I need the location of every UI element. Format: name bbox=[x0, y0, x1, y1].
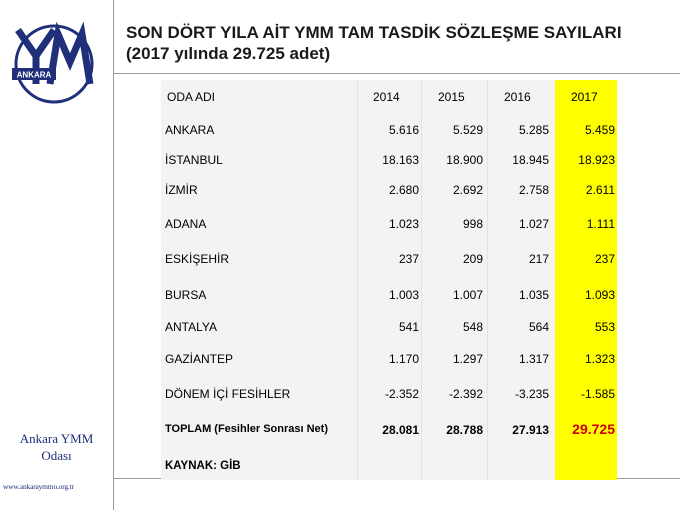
org-name-line1: Ankara YMM bbox=[19, 431, 94, 446]
value-2016: 1.317 bbox=[518, 352, 549, 366]
header-2017: 2017 bbox=[571, 90, 598, 104]
value-2014: 1.170 bbox=[388, 352, 419, 366]
row-label: İSTANBUL bbox=[165, 153, 223, 167]
value-2014: 541 bbox=[398, 320, 419, 334]
row-label: ADANA bbox=[165, 217, 207, 231]
row-label: BURSA bbox=[165, 288, 207, 302]
title-line2: (2017 yılında 29.725 adet) bbox=[126, 44, 331, 63]
value-2014: 1.023 bbox=[388, 217, 419, 231]
value-2015: 209 bbox=[462, 252, 483, 266]
page-title bbox=[126, 22, 622, 64]
value-2017: 1.093 bbox=[584, 288, 615, 302]
value-2015: 1.297 bbox=[452, 352, 483, 366]
value-2016: 217 bbox=[528, 252, 549, 266]
table-row bbox=[161, 387, 617, 407]
row-label: GAZİANTEP bbox=[165, 352, 234, 366]
value-2014: 5.616 bbox=[388, 123, 419, 137]
value-2016: 1.035 bbox=[518, 288, 549, 302]
value-2015: 18.900 bbox=[446, 153, 483, 167]
value-2015: 2.692 bbox=[452, 183, 483, 197]
source-note: KAYNAK: GİB bbox=[165, 460, 241, 472]
row-label: İZMİR bbox=[165, 183, 198, 197]
org-name bbox=[0, 430, 113, 464]
table-row bbox=[161, 352, 617, 372]
table-row bbox=[161, 123, 617, 143]
value-2014: 1.003 bbox=[388, 288, 419, 302]
title-line1: SON DÖRT YILA AİT YMM TAM TASDİK SÖZLEŞME SAYILARI bbox=[126, 23, 622, 42]
table-row bbox=[161, 183, 617, 203]
table-row bbox=[161, 153, 617, 173]
header-2015: 2015 bbox=[438, 90, 465, 104]
value-2017: 553 bbox=[594, 320, 615, 334]
value-2015: 548 bbox=[462, 320, 483, 334]
row-label: ESKİŞEHİR bbox=[165, 252, 230, 266]
table-row bbox=[161, 252, 617, 272]
total-2016: 27.913 bbox=[512, 423, 549, 437]
value-2015: 5.529 bbox=[452, 123, 483, 137]
value-2017: 5.459 bbox=[584, 123, 615, 137]
value-2014: 18.163 bbox=[382, 153, 419, 167]
table-row bbox=[161, 320, 617, 340]
table-row bbox=[161, 288, 617, 308]
value-2015: 998 bbox=[462, 217, 483, 231]
title-divider bbox=[113, 73, 680, 74]
contracts-table bbox=[161, 80, 617, 480]
value-2017: 237 bbox=[594, 252, 615, 266]
logo-text: ANKARA bbox=[16, 70, 52, 80]
value-2016: 18.945 bbox=[512, 153, 549, 167]
value-2016: 1.027 bbox=[518, 217, 549, 231]
value-2014: -2.352 bbox=[384, 387, 419, 401]
ymm-logo-icon bbox=[6, 18, 104, 108]
total-2017: 29.725 bbox=[572, 421, 615, 437]
value-2017: -1.585 bbox=[580, 387, 615, 401]
header-2014: 2014 bbox=[373, 90, 400, 104]
header-2016: 2016 bbox=[504, 90, 531, 104]
value-2017: 18.923 bbox=[578, 153, 615, 167]
total-2014: 28.081 bbox=[382, 423, 419, 437]
value-2016: 564 bbox=[528, 320, 549, 334]
row-label: ANKARA bbox=[165, 123, 215, 137]
value-2014: 2.680 bbox=[388, 183, 419, 197]
value-2015: -2.392 bbox=[448, 387, 483, 401]
value-2016: 5.285 bbox=[518, 123, 549, 137]
value-2017: 2.611 bbox=[585, 183, 615, 197]
website-link[interactable]: www.ankaraymmo.org.tr bbox=[3, 482, 74, 491]
header-oda-adi: ODA ADI bbox=[167, 90, 216, 104]
value-2014: 237 bbox=[398, 252, 419, 266]
row-label: DÖNEM İÇİ FESİHLER bbox=[165, 387, 291, 401]
table-row bbox=[161, 217, 617, 237]
sidebar bbox=[0, 0, 114, 510]
value-2017: 1.111 bbox=[586, 217, 615, 231]
total-2015: 28.788 bbox=[446, 423, 483, 437]
total-label: TOPLAM (Fesihler Sonrası Net) bbox=[165, 423, 328, 435]
value-2017: 1.323 bbox=[584, 352, 615, 366]
org-name-line2: Odası bbox=[41, 448, 72, 463]
total-row bbox=[161, 423, 617, 443]
row-label: ANTALYA bbox=[165, 320, 218, 334]
value-2016: 2.758 bbox=[518, 183, 549, 197]
value-2016: -3.235 bbox=[514, 387, 549, 401]
value-2015: 1.007 bbox=[452, 288, 483, 302]
